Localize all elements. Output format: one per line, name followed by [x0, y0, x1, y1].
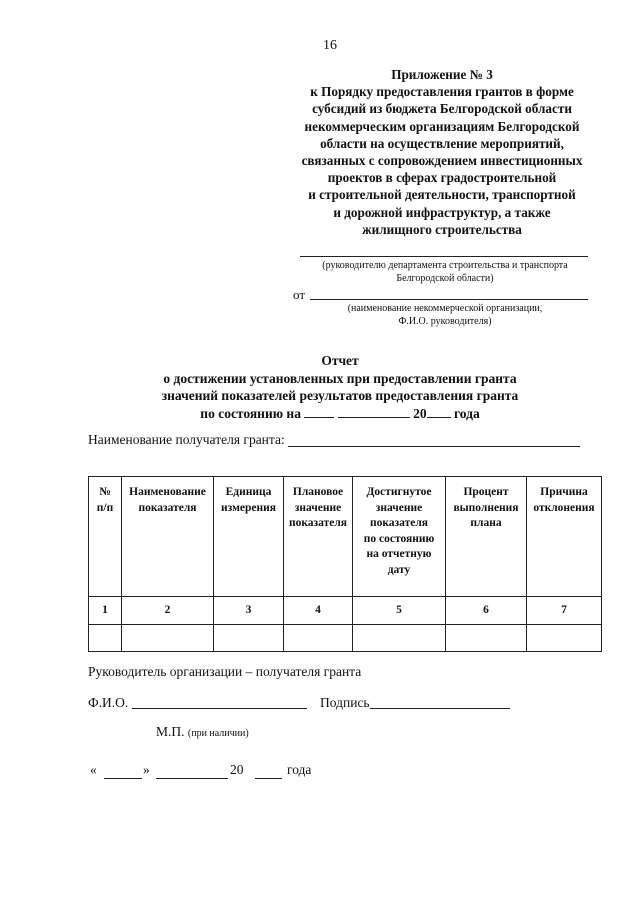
fio-label: Ф.И.О. — [88, 695, 129, 710]
appendix-line: и дорожной инфраструктур, а также — [333, 204, 551, 220]
addressee-line[interactable] — [300, 256, 588, 257]
number-cell: 1 — [89, 597, 122, 625]
empty-cell[interactable] — [214, 625, 284, 652]
title-line: значений показателей результатов предоставления гранта — [161, 388, 519, 403]
appendix-block — [272, 66, 612, 238]
empty-cell[interactable] — [353, 625, 446, 652]
date-month-line[interactable] — [156, 778, 228, 779]
header-cell: № п/п — [89, 477, 122, 597]
appendix-line: некоммерческим организациям Белгородской — [304, 118, 580, 134]
number-cell: 4 — [284, 597, 353, 625]
header-cell: Наименование показателя — [122, 477, 214, 597]
addressee-note-line: (руководителю департамента строительства и транспорта — [322, 260, 568, 271]
empty-cell[interactable] — [122, 625, 214, 652]
header-cell: Процент выполнения плана — [446, 477, 527, 597]
number-cell: 5 — [353, 597, 446, 625]
empty-cell[interactable] — [284, 625, 353, 652]
number-cell: 3 — [214, 597, 284, 625]
title-date-prefix: по состоянию на — [200, 405, 301, 421]
fio-line[interactable] — [132, 708, 307, 709]
header-cell: Единица измерения — [214, 477, 284, 597]
appendix-line: проектов в сферах градостроительной — [327, 170, 557, 186]
appendix-line: связанных с сопровождением инвестиционных — [301, 153, 583, 169]
empty-cell[interactable] — [527, 625, 602, 652]
from-note — [300, 302, 590, 328]
title-year: 20 — [413, 405, 427, 421]
year-blank[interactable] — [427, 405, 451, 418]
appendix-line: Приложение № 3 — [391, 67, 493, 82]
title-line: о достижении установленных при предоставлении гранта — [163, 370, 517, 386]
month-blank[interactable] — [338, 405, 410, 418]
empty-cell[interactable] — [446, 625, 527, 652]
recipient-line[interactable] — [288, 446, 580, 447]
header-cell: Достигнутое значение показателя по состоянию на отчетную дату — [353, 477, 446, 597]
recipient-label: Наименование получателя гранта: — [88, 432, 285, 447]
table-empty-row — [89, 625, 602, 652]
table-header-row — [89, 477, 602, 597]
head-label: Руководитель организации – получателя гранта — [88, 664, 362, 679]
from-label: от — [293, 287, 306, 302]
appendix-line: жилищного строительства — [362, 221, 522, 237]
appendix-line: субсидий из бюджета Белгородской области — [312, 101, 572, 117]
title-date-suffix: года — [453, 405, 480, 421]
stamp-note: (при наличии) — [187, 728, 249, 739]
from-note-line: Ф.И.О. руководителя) — [398, 316, 492, 327]
addressee-note — [290, 259, 600, 285]
number-cell: 2 — [122, 597, 214, 625]
date-close-quote: » — [143, 762, 150, 777]
day-blank[interactable] — [304, 405, 334, 418]
appendix-line: к Порядку предоставления грантов в форме — [310, 84, 574, 100]
appendix-line: области на осуществление мероприятий, — [320, 135, 564, 151]
sign-line[interactable] — [370, 708, 510, 709]
report-title — [120, 352, 560, 422]
date-day-line[interactable] — [104, 778, 142, 779]
table-number-row — [89, 597, 602, 625]
sign-label: Подпись — [320, 695, 370, 710]
header-cell: Плановое значение показателя — [284, 477, 353, 597]
date-year-line[interactable] — [255, 778, 282, 779]
empty-cell[interactable] — [89, 625, 122, 652]
from-line[interactable] — [310, 299, 588, 300]
stamp — [156, 724, 249, 740]
date-suffix: года — [287, 762, 312, 777]
number-cell: 6 — [446, 597, 527, 625]
indicators-table — [88, 476, 602, 652]
stamp-label: М.П. — [156, 724, 185, 739]
appendix-line: и строительной деятельности, транспортной — [308, 187, 576, 203]
title-line: Отчет — [321, 353, 359, 368]
page-number: 16 — [323, 38, 337, 53]
addressee-note-line: Белгородской области) — [396, 273, 494, 284]
date-year: 20 — [230, 762, 244, 777]
title-date-line — [120, 405, 560, 423]
from-note-line: (наименование некоммерческой организации, — [347, 303, 543, 314]
date-open-quote: « — [90, 762, 97, 777]
header-cell: Причина отклонения — [527, 477, 602, 597]
number-cell: 7 — [527, 597, 602, 625]
